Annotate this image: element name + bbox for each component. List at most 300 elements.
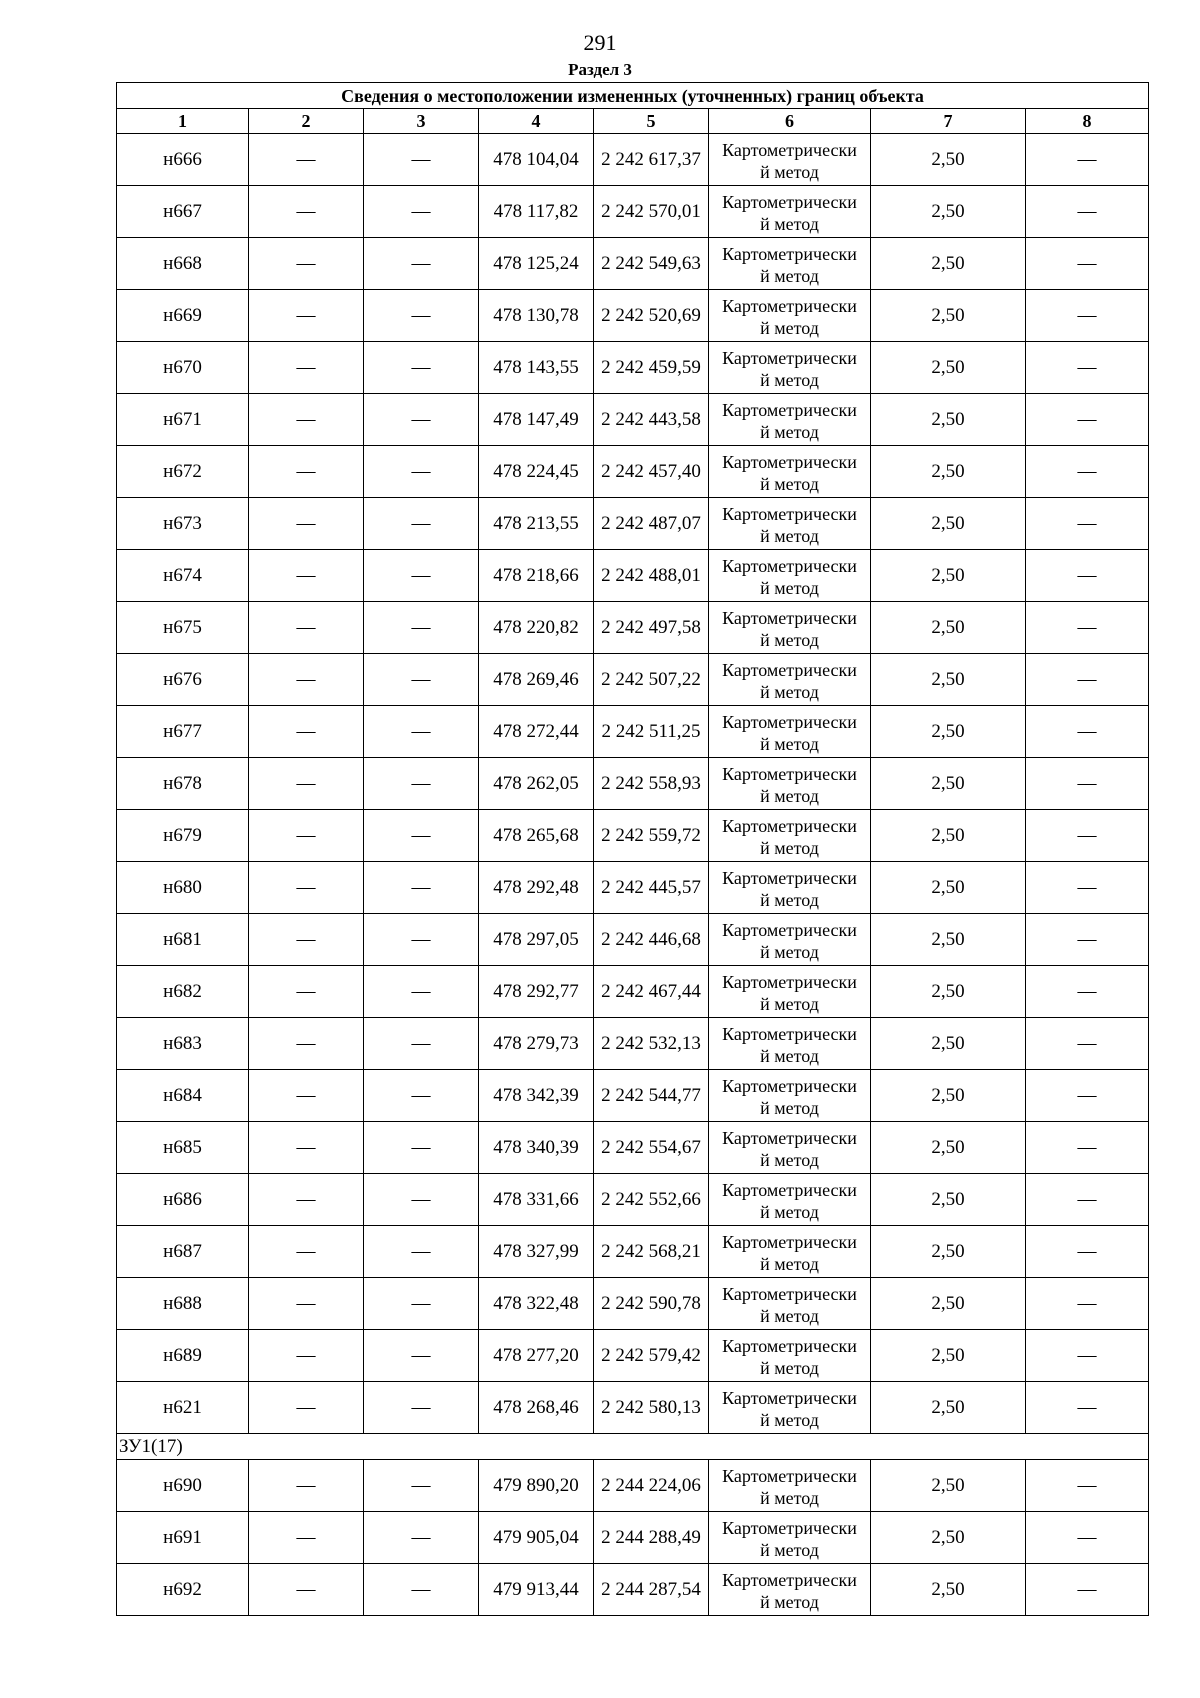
method-text: Картометрически <box>722 347 857 368</box>
method-text: Картометрически <box>722 1179 857 1200</box>
coordinate-x: 478 327,99 <box>479 1226 594 1278</box>
method-text: Картометрически <box>722 1569 857 1590</box>
coordinate-y: 2 242 497,58 <box>594 602 709 654</box>
empty-cell: — <box>249 914 364 966</box>
coordinates-table <box>116 82 1149 1616</box>
table-row <box>117 706 1149 758</box>
table-row <box>117 654 1149 706</box>
method-text: й метод <box>760 1357 819 1378</box>
coordinate-x: 478 104,04 <box>479 134 594 186</box>
method-text: Картометрически <box>722 1335 857 1356</box>
empty-cell: — <box>1026 810 1149 862</box>
accuracy: 2,50 <box>871 1564 1026 1616</box>
accuracy: 2,50 <box>871 1330 1026 1382</box>
empty-cell: — <box>364 602 479 654</box>
coordinate-y: 2 242 457,40 <box>594 446 709 498</box>
coordinate-x: 478 292,77 <box>479 966 594 1018</box>
empty-cell: — <box>364 654 479 706</box>
point-number: н676 <box>117 654 249 706</box>
empty-cell: — <box>1026 1018 1149 1070</box>
coordinate-y: 2 242 580,13 <box>594 1382 709 1434</box>
coordinate-y: 2 242 568,21 <box>594 1226 709 1278</box>
accuracy: 2,50 <box>871 342 1026 394</box>
coordinate-x: 479 905,04 <box>479 1512 594 1564</box>
empty-cell: — <box>1026 602 1149 654</box>
empty-cell: — <box>364 1070 479 1122</box>
point-number: н674 <box>117 550 249 602</box>
method-text: Картометрически <box>722 555 857 576</box>
empty-cell: — <box>249 1512 364 1564</box>
column-number: 5 <box>594 109 709 134</box>
empty-cell: — <box>364 1382 479 1434</box>
empty-cell: — <box>249 1226 364 1278</box>
coordinate-x: 478 272,44 <box>479 706 594 758</box>
method-text: й метод <box>760 1591 819 1612</box>
method-text: Картометрически <box>722 659 857 680</box>
method-text: й метод <box>760 525 819 546</box>
accuracy: 2,50 <box>871 862 1026 914</box>
coordinate-y: 2 242 590,78 <box>594 1278 709 1330</box>
method-cell <box>709 1226 871 1278</box>
empty-cell: — <box>249 706 364 758</box>
table-row <box>117 862 1149 914</box>
accuracy: 2,50 <box>871 810 1026 862</box>
empty-cell: — <box>364 1174 479 1226</box>
point-number: н685 <box>117 1122 249 1174</box>
point-number: н692 <box>117 1564 249 1616</box>
empty-cell: — <box>364 550 479 602</box>
coordinate-y: 2 242 488,01 <box>594 550 709 602</box>
accuracy: 2,50 <box>871 134 1026 186</box>
method-text: й метод <box>760 889 819 910</box>
empty-cell: — <box>249 810 364 862</box>
table-caption-row <box>117 83 1149 109</box>
method-text: й метод <box>760 733 819 754</box>
point-number: н672 <box>117 446 249 498</box>
coordinate-x: 478 279,73 <box>479 1018 594 1070</box>
empty-cell: — <box>1026 862 1149 914</box>
empty-cell: — <box>249 654 364 706</box>
coordinate-y: 2 244 224,06 <box>594 1460 709 1512</box>
coordinate-y: 2 242 446,68 <box>594 914 709 966</box>
method-cell <box>709 186 871 238</box>
coordinate-y: 2 244 287,54 <box>594 1564 709 1616</box>
point-number: н688 <box>117 1278 249 1330</box>
empty-cell: — <box>1026 446 1149 498</box>
method-text: Картометрически <box>722 867 857 888</box>
accuracy: 2,50 <box>871 238 1026 290</box>
empty-cell: — <box>364 1330 479 1382</box>
point-number: н690 <box>117 1460 249 1512</box>
method-cell <box>709 498 871 550</box>
empty-cell: — <box>249 1122 364 1174</box>
accuracy: 2,50 <box>871 758 1026 810</box>
empty-cell: — <box>1026 706 1149 758</box>
table-row <box>117 134 1149 186</box>
method-text: Картометрически <box>722 295 857 316</box>
coordinate-x: 479 913,44 <box>479 1564 594 1616</box>
method-text: Картометрически <box>722 243 857 264</box>
method-cell <box>709 1174 871 1226</box>
group-label: ЗУ1(17) <box>117 1434 1149 1460</box>
empty-cell: — <box>249 550 364 602</box>
point-number: н668 <box>117 238 249 290</box>
table-row <box>117 342 1149 394</box>
empty-cell: — <box>1026 290 1149 342</box>
method-text: й метод <box>760 1149 819 1170</box>
table-row <box>117 290 1149 342</box>
empty-cell: — <box>364 966 479 1018</box>
point-number: н682 <box>117 966 249 1018</box>
method-cell <box>709 1330 871 1382</box>
table-row <box>117 186 1149 238</box>
empty-cell: — <box>364 862 479 914</box>
method-text: Картометрически <box>722 1023 857 1044</box>
coordinate-x: 478 331,66 <box>479 1174 594 1226</box>
method-text: й метод <box>760 421 819 442</box>
coordinate-x: 478 297,05 <box>479 914 594 966</box>
method-text: й метод <box>760 473 819 494</box>
method-cell <box>709 1070 871 1122</box>
table-row <box>117 1330 1149 1382</box>
method-text: Картометрически <box>722 1465 857 1486</box>
method-cell <box>709 1278 871 1330</box>
point-number: н678 <box>117 758 249 810</box>
empty-cell: — <box>249 1278 364 1330</box>
coordinate-y: 2 242 507,22 <box>594 654 709 706</box>
accuracy: 2,50 <box>871 1226 1026 1278</box>
table-row <box>117 1226 1149 1278</box>
point-number: н686 <box>117 1174 249 1226</box>
point-number: н666 <box>117 134 249 186</box>
empty-cell: — <box>1026 134 1149 186</box>
method-cell <box>709 758 871 810</box>
table-row <box>117 550 1149 602</box>
method-text: Картометрически <box>722 919 857 940</box>
coordinate-y: 2 242 520,69 <box>594 290 709 342</box>
point-number: н667 <box>117 186 249 238</box>
method-text: Картометрически <box>722 1283 857 1304</box>
point-number: н621 <box>117 1382 249 1434</box>
empty-cell: — <box>364 1278 479 1330</box>
method-text: й метод <box>760 1253 819 1274</box>
method-text: й метод <box>760 941 819 962</box>
coordinate-x: 478 268,46 <box>479 1382 594 1434</box>
coordinate-y: 2 242 579,42 <box>594 1330 709 1382</box>
method-cell <box>709 134 871 186</box>
method-text: й метод <box>760 265 819 286</box>
table-row <box>117 446 1149 498</box>
coordinate-y: 2 244 288,49 <box>594 1512 709 1564</box>
point-number: н671 <box>117 394 249 446</box>
empty-cell: — <box>249 758 364 810</box>
method-text: Картометрически <box>722 399 857 420</box>
method-text: Картометрически <box>722 1387 857 1408</box>
table-row <box>117 1460 1149 1512</box>
empty-cell: — <box>1026 758 1149 810</box>
empty-cell: — <box>364 914 479 966</box>
empty-cell: — <box>364 394 479 446</box>
table-row <box>117 1122 1149 1174</box>
coordinate-y: 2 242 487,07 <box>594 498 709 550</box>
section-title: Раздел 3 <box>568 60 632 79</box>
table-row <box>117 1564 1149 1616</box>
point-number: н689 <box>117 1330 249 1382</box>
method-cell <box>709 966 871 1018</box>
coordinate-y: 2 242 617,37 <box>594 134 709 186</box>
table-row <box>117 1382 1149 1434</box>
empty-cell: — <box>364 446 479 498</box>
coordinate-x: 478 220,82 <box>479 602 594 654</box>
coordinate-y: 2 242 459,59 <box>594 342 709 394</box>
empty-cell: — <box>1026 966 1149 1018</box>
empty-cell: — <box>249 498 364 550</box>
method-cell <box>709 602 871 654</box>
accuracy: 2,50 <box>871 1070 1026 1122</box>
accuracy: 2,50 <box>871 498 1026 550</box>
coordinate-y: 2 242 558,93 <box>594 758 709 810</box>
empty-cell: — <box>1026 1512 1149 1564</box>
accuracy: 2,50 <box>871 290 1026 342</box>
empty-cell: — <box>364 1512 479 1564</box>
empty-cell: — <box>249 446 364 498</box>
empty-cell: — <box>364 1564 479 1616</box>
method-text: Картометрически <box>722 191 857 212</box>
table-row <box>117 914 1149 966</box>
method-text: й метод <box>760 317 819 338</box>
empty-cell: — <box>249 602 364 654</box>
empty-cell: — <box>1026 1330 1149 1382</box>
point-number: н673 <box>117 498 249 550</box>
coordinate-y: 2 242 570,01 <box>594 186 709 238</box>
accuracy: 2,50 <box>871 446 1026 498</box>
empty-cell: — <box>1026 1564 1149 1616</box>
method-cell <box>709 914 871 966</box>
accuracy: 2,50 <box>871 966 1026 1018</box>
coordinate-x: 478 269,46 <box>479 654 594 706</box>
empty-cell: — <box>364 1122 479 1174</box>
method-text: й метод <box>760 837 819 858</box>
empty-cell: — <box>249 238 364 290</box>
empty-cell: — <box>364 758 479 810</box>
empty-cell: — <box>249 186 364 238</box>
method-cell <box>709 1564 871 1616</box>
accuracy: 2,50 <box>871 914 1026 966</box>
method-text: Картометрически <box>722 607 857 628</box>
empty-cell: — <box>1026 1174 1149 1226</box>
empty-cell: — <box>249 342 364 394</box>
empty-cell: — <box>1026 1226 1149 1278</box>
method-cell <box>709 810 871 862</box>
accuracy: 2,50 <box>871 1122 1026 1174</box>
column-number: 7 <box>871 109 1026 134</box>
coordinate-y: 2 242 467,44 <box>594 966 709 1018</box>
empty-cell: — <box>1026 1382 1149 1434</box>
column-number: 2 <box>249 109 364 134</box>
column-number: 4 <box>479 109 594 134</box>
accuracy: 2,50 <box>871 654 1026 706</box>
coordinate-x: 478 130,78 <box>479 290 594 342</box>
empty-cell: — <box>364 1226 479 1278</box>
method-text: й метод <box>760 161 819 182</box>
method-text: Картометрически <box>722 139 857 160</box>
table-row <box>117 810 1149 862</box>
point-number: н679 <box>117 810 249 862</box>
empty-cell: — <box>249 1460 364 1512</box>
empty-cell: — <box>364 134 479 186</box>
empty-cell: — <box>249 862 364 914</box>
accuracy: 2,50 <box>871 602 1026 654</box>
point-number: н683 <box>117 1018 249 1070</box>
method-text: Картометрически <box>722 763 857 784</box>
method-text: Картометрически <box>722 1075 857 1096</box>
coordinate-x: 479 890,20 <box>479 1460 594 1512</box>
empty-cell: — <box>1026 394 1149 446</box>
method-text: й метод <box>760 681 819 702</box>
method-text: й метод <box>760 785 819 806</box>
empty-cell: — <box>249 1174 364 1226</box>
method-text: й метод <box>760 1409 819 1430</box>
coordinate-x: 478 117,82 <box>479 186 594 238</box>
accuracy: 2,50 <box>871 706 1026 758</box>
page-number: 291 <box>583 30 617 55</box>
table-caption: Сведения о местоположении измененных (уточненных) границ объекта <box>117 83 1149 109</box>
empty-cell: — <box>1026 342 1149 394</box>
column-number: 6 <box>709 109 871 134</box>
method-text: й метод <box>760 1097 819 1118</box>
point-number: н681 <box>117 914 249 966</box>
empty-cell: — <box>1026 914 1149 966</box>
empty-cell: — <box>364 1460 479 1512</box>
point-number: н680 <box>117 862 249 914</box>
coordinate-y: 2 242 554,67 <box>594 1122 709 1174</box>
accuracy: 2,50 <box>871 1460 1026 1512</box>
empty-cell: — <box>249 1564 364 1616</box>
method-text: й метод <box>760 369 819 390</box>
coordinate-x: 478 143,55 <box>479 342 594 394</box>
method-text: й метод <box>760 1045 819 1066</box>
method-text: Картометрически <box>722 1231 857 1252</box>
coordinate-y: 2 242 544,77 <box>594 1070 709 1122</box>
method-text: Картометрически <box>722 503 857 524</box>
table-row <box>117 1278 1149 1330</box>
method-cell <box>709 862 871 914</box>
empty-cell: — <box>1026 498 1149 550</box>
coordinate-x: 478 277,20 <box>479 1330 594 1382</box>
empty-cell: — <box>364 498 479 550</box>
coordinate-x: 478 340,39 <box>479 1122 594 1174</box>
coordinate-x: 478 342,39 <box>479 1070 594 1122</box>
column-number-row <box>117 109 1149 134</box>
accuracy: 2,50 <box>871 550 1026 602</box>
accuracy: 2,50 <box>871 1278 1026 1330</box>
accuracy: 2,50 <box>871 1512 1026 1564</box>
empty-cell: — <box>364 706 479 758</box>
method-text: Картометрически <box>722 1517 857 1538</box>
table-row <box>117 1174 1149 1226</box>
empty-cell: — <box>364 186 479 238</box>
point-number: н691 <box>117 1512 249 1564</box>
method-cell <box>709 394 871 446</box>
method-text: й метод <box>760 577 819 598</box>
empty-cell: — <box>1026 654 1149 706</box>
table-row <box>117 394 1149 446</box>
coordinate-x: 478 322,48 <box>479 1278 594 1330</box>
empty-cell: — <box>249 1018 364 1070</box>
method-cell <box>709 706 871 758</box>
method-cell <box>709 290 871 342</box>
point-number: н675 <box>117 602 249 654</box>
coordinate-y: 2 242 559,72 <box>594 810 709 862</box>
point-number: н687 <box>117 1226 249 1278</box>
empty-cell: — <box>364 238 479 290</box>
table-row <box>117 602 1149 654</box>
empty-cell: — <box>249 290 364 342</box>
method-text: й метод <box>760 1487 819 1508</box>
coordinate-y: 2 242 549,63 <box>594 238 709 290</box>
empty-cell: — <box>1026 1278 1149 1330</box>
coordinate-y: 2 242 445,57 <box>594 862 709 914</box>
coordinate-y: 2 242 511,25 <box>594 706 709 758</box>
point-number: н670 <box>117 342 249 394</box>
point-number: н669 <box>117 290 249 342</box>
empty-cell: — <box>364 1018 479 1070</box>
empty-cell: — <box>249 1382 364 1434</box>
point-number: н684 <box>117 1070 249 1122</box>
method-cell <box>709 654 871 706</box>
table-row <box>117 966 1149 1018</box>
empty-cell: — <box>1026 1460 1149 1512</box>
coordinate-y: 2 242 532,13 <box>594 1018 709 1070</box>
method-text: й метод <box>760 629 819 650</box>
coordinate-x: 478 265,68 <box>479 810 594 862</box>
accuracy: 2,50 <box>871 394 1026 446</box>
method-text: Картометрически <box>722 1127 857 1148</box>
table-row <box>117 1018 1149 1070</box>
coordinate-x: 478 147,49 <box>479 394 594 446</box>
coordinate-x: 478 262,05 <box>479 758 594 810</box>
accuracy: 2,50 <box>871 1174 1026 1226</box>
empty-cell: — <box>364 290 479 342</box>
method-text: Картометрически <box>722 971 857 992</box>
group-label-row <box>117 1434 1149 1460</box>
method-cell <box>709 1382 871 1434</box>
method-text: й метод <box>760 1201 819 1222</box>
empty-cell: — <box>364 342 479 394</box>
column-number: 1 <box>117 109 249 134</box>
table-row <box>117 1512 1149 1564</box>
empty-cell: — <box>1026 1122 1149 1174</box>
empty-cell: — <box>1026 1070 1149 1122</box>
method-text: Картометрически <box>722 451 857 472</box>
method-text: й метод <box>760 213 819 234</box>
method-cell <box>709 1018 871 1070</box>
empty-cell: — <box>249 134 364 186</box>
point-number: н677 <box>117 706 249 758</box>
method-cell <box>709 550 871 602</box>
empty-cell: — <box>249 1070 364 1122</box>
table-row <box>117 498 1149 550</box>
method-text: й метод <box>760 993 819 1014</box>
method-cell <box>709 446 871 498</box>
method-cell <box>709 238 871 290</box>
method-cell <box>709 1122 871 1174</box>
method-text: й метод <box>760 1539 819 1560</box>
table-row <box>117 758 1149 810</box>
table-row <box>117 238 1149 290</box>
method-text: й метод <box>760 1305 819 1326</box>
empty-cell: — <box>1026 238 1149 290</box>
